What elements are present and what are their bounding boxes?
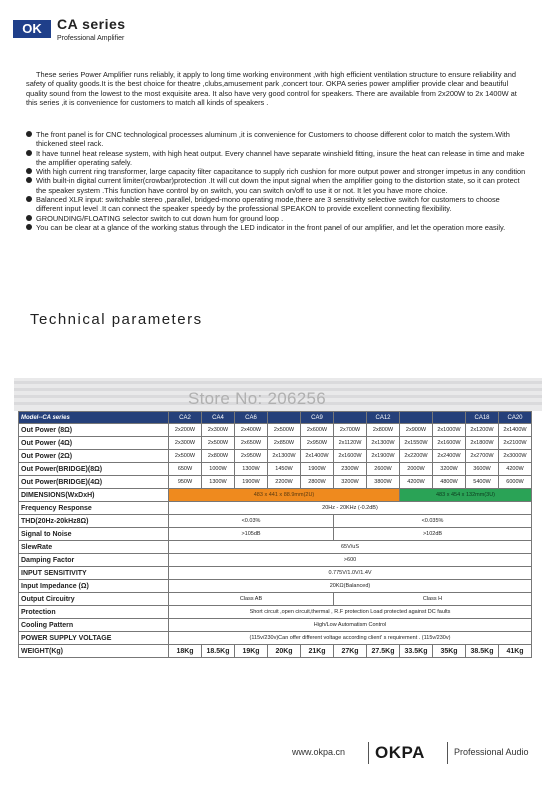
value-cell: 2x200W (169, 424, 202, 437)
value-cell: 2x600W (301, 424, 334, 437)
value-cell: 2x1120W (334, 437, 367, 450)
row-label: Out Power(BRIDGE)(4Ω) (19, 476, 169, 489)
series-subtitle: Professional Amplifier (57, 35, 125, 42)
brand-text: OKPA (375, 743, 425, 762)
value-cell: 2x800W (367, 424, 400, 437)
row-label: Input Impedance (Ω) (19, 580, 169, 593)
value-cell: 2x800W (202, 450, 235, 463)
dimensions-3u-cell: 483 x 454 x 132mm(3U) (400, 489, 532, 502)
value-cell: 6000W (499, 476, 532, 489)
out-power-4-row (19, 437, 532, 450)
value-cell: 4200W (499, 463, 532, 476)
feature-text: With high current ring transformer, large capacity filter capacitance to supply rich cushion for more output power and stronger impetus in any condition (36, 167, 526, 177)
value-cell: 2x500W (268, 424, 301, 437)
value-cell: >600 (169, 554, 532, 567)
feature-item (26, 223, 526, 232)
feature-item (26, 176, 526, 195)
value-cell: 3800W (367, 476, 400, 489)
divider (447, 742, 448, 764)
value-cell: 1900W (235, 476, 268, 489)
value-cell: 3600W (466, 463, 499, 476)
value-cell: 2x1300W (268, 450, 301, 463)
value-cell: 2600W (367, 463, 400, 476)
value-cell: 1300W (202, 476, 235, 489)
value-cell: 4200W (400, 476, 433, 489)
footer (275, 738, 545, 768)
value-cell: 35Kg (433, 645, 466, 658)
feature-text: Balanced XLR input: switchable stereo ,parallel, bridged-mono operating mode,there are 3 sensitivity selective switch for customers to choose different input level .It can connect the speaker speedy by the professional SPEAKON to provide excellent connecting flexibility. (36, 195, 500, 214)
okpa-logo (375, 743, 425, 763)
row-label: Frequency Response (19, 502, 169, 515)
value-cell: 21Kg (301, 645, 334, 658)
row-label: INPUT SENSITIVITY (19, 567, 169, 580)
value-cell: Short circuit ,open circuit,thermal , R.F protection Load protected against DC faults (169, 606, 532, 619)
feature-item (26, 214, 526, 223)
value-cell: 2x950W (301, 437, 334, 450)
value-cell: High/Low Automatism Control (169, 619, 532, 632)
row-label: POWER SUPPLY VOLTAGE (19, 632, 169, 645)
model-cell (268, 412, 301, 424)
row-label: Signal to Noise (19, 528, 169, 541)
value-cell: >102dB (334, 528, 532, 541)
value-cell: <0.03% (169, 515, 334, 528)
row-label: Output Circuitry (19, 593, 169, 606)
value-cell: 18Kg (169, 645, 202, 658)
feature-list (26, 130, 526, 232)
value-cell: 2x2100W (499, 437, 532, 450)
value-cell: 1300W (235, 463, 268, 476)
value-cell: 2x1600W (334, 450, 367, 463)
model-header-row (19, 412, 532, 424)
feature-item (26, 195, 526, 214)
value-cell: 18.5Kg (202, 645, 235, 658)
protection-row (19, 606, 532, 619)
value-cell: Class AB (169, 593, 334, 606)
value-cell: 2x1600W (433, 437, 466, 450)
bullet-icon (26, 131, 32, 137)
value-cell: 3200W (433, 463, 466, 476)
slew-row (19, 541, 532, 554)
value-cell: 2x650W (235, 437, 268, 450)
feature-text: With built-in digital current limiter(crowbar)protection .It will cut down the input signal when the amplifier going to the distortion state, so it can protect the speaker system .This function have control by on switch, you can switch on/off to use it or not. It let you have more choice. (36, 176, 520, 195)
value-cell: 65V/uS (169, 541, 532, 554)
value-cell: 2200W (268, 476, 301, 489)
value-cell: 650W (169, 463, 202, 476)
store-watermark: Store No: 206256 (188, 389, 327, 408)
feature-text: You can be clear at a glance of the working status through the LED indicator in the front panel of our amplifier, and let the operation more easily. (36, 222, 506, 232)
divider (368, 742, 369, 764)
bridge-4-row (19, 476, 532, 489)
website-link[interactable]: www.okpa.cn (292, 747, 346, 757)
series-title: CA series (57, 16, 126, 32)
value-cell: 3200W (334, 476, 367, 489)
value-cell: 20Hz - 20KHz (-0.2dB) (169, 502, 532, 515)
value-cell: 2x400W (235, 424, 268, 437)
row-label: SlewRate (19, 541, 169, 554)
value-cell: 4800W (433, 476, 466, 489)
value-cell: 41Kg (499, 645, 532, 658)
out-power-8-row (19, 424, 532, 437)
value-cell: 2x500W (202, 437, 235, 450)
value-cell: 1000W (202, 463, 235, 476)
row-label: Out Power (2Ω) (19, 450, 169, 463)
row-label: DIMENSIONS(WxDxH) (19, 489, 169, 502)
model-cell: CA4 (202, 412, 235, 424)
sensitivity-row (19, 567, 532, 580)
value-cell: 1450W (268, 463, 301, 476)
value-cell: 2x2200W (400, 450, 433, 463)
value-cell: 2x900W (400, 424, 433, 437)
snr-row (19, 528, 532, 541)
value-cell: >105dB (169, 528, 334, 541)
damping-row (19, 554, 532, 567)
feature-text: GROUNDING/FLOATING selector switch to cut down hum for ground loop . (36, 213, 284, 223)
value-cell: 2000W (400, 463, 433, 476)
impedance-row (19, 580, 532, 593)
model-cell: CA9 (301, 412, 334, 424)
value-cell: 20Kg (268, 645, 301, 658)
row-label: Protection (19, 606, 169, 619)
bullet-icon (26, 224, 32, 230)
value-cell: 2x1300W (367, 437, 400, 450)
row-label: Cooling Pattern (19, 619, 169, 632)
value-cell: 2800W (301, 476, 334, 489)
value-cell: 38.5Kg (466, 645, 499, 658)
value-cell: 33.5Kg (400, 645, 433, 658)
row-label: Out Power (8Ω) (19, 424, 169, 437)
value-cell: 2x1200W (466, 424, 499, 437)
out-power-2-row (19, 450, 532, 463)
value-cell: 2x1550W (400, 437, 433, 450)
value-cell: 2x1000W (433, 424, 466, 437)
model-cell: CA18 (466, 412, 499, 424)
value-cell: 5400W (466, 476, 499, 489)
model-cell (400, 412, 433, 424)
row-label: Damping Factor (19, 554, 169, 567)
value-cell: 2x300W (169, 437, 202, 450)
bullet-icon (26, 168, 32, 174)
value-cell: 27Kg (334, 645, 367, 658)
model-cell: CA20 (499, 412, 532, 424)
thd-row (19, 515, 532, 528)
value-cell: 20KΩ(Balanced) (169, 580, 532, 593)
cooling-row (19, 619, 532, 632)
dimensions-row (19, 489, 532, 502)
value-cell: 2x950W (235, 450, 268, 463)
value-cell: 2x1400W (301, 450, 334, 463)
value-cell: Class H (334, 593, 532, 606)
value-cell: 950W (169, 476, 202, 489)
value-cell: 0.775V/1.0V/1.4V (169, 567, 532, 580)
spec-table (18, 411, 532, 658)
bullet-icon (26, 177, 32, 183)
feature-item (26, 149, 526, 168)
feature-text: It have tunnel heat release system, with high heat output. Every channel have separate winshield fitting, insure the heat can release in time and make the amplifier operating safely. (36, 148, 525, 167)
dimensions-2u-cell: 483 x 441 x 88.9mm(2U) (169, 489, 400, 502)
value-cell: (115v/230v)Can offer different voltage according client' s requirement . (115v/230v) (169, 632, 532, 645)
value-cell: 2x300W (202, 424, 235, 437)
value-cell: 1900W (301, 463, 334, 476)
feature-text: The front panel is for CNC technological processes aluminum ,it is convenience for Customers to choose different color to match the system.With thickened steel rack. (36, 130, 510, 149)
value-cell: 2x1800W (466, 437, 499, 450)
row-label: THD(20Hz-20kHz8Ω) (19, 515, 169, 528)
bullet-icon (26, 215, 32, 221)
circuitry-row (19, 593, 532, 606)
value-cell: 2x700W (334, 424, 367, 437)
value-cell: <0.035% (334, 515, 532, 528)
intro-paragraph: These series Power Amplifier runs reliably, it apply to long time working environment ,with high efficient ventilation structure to ensure reliability and safety of quality goods.It is the best choice for theatre ,clubs,amusement park ,concert tour. OKPA series power amplifier provide clear and beautiful quality sound from the lowest to the most exquisite area. It also have very good control for speakers. There are available from 2x200W to 2x 1400W at this series ,it is convenience for customers to match all kinds of speakers . (26, 70, 517, 107)
value-cell: 2x2700W (466, 450, 499, 463)
model-cell: CA12 (367, 412, 400, 424)
model-cell: CA6 (235, 412, 268, 424)
technical-parameters-heading: Technical parameters (30, 311, 203, 328)
row-label: Out Power(BRIDGE)(8Ω) (19, 463, 169, 476)
weight-row (19, 645, 532, 658)
value-cell: 19Kg (235, 645, 268, 658)
bullet-icon (26, 196, 32, 202)
bridge-8-row (19, 463, 532, 476)
value-cell: 2x500W (169, 450, 202, 463)
value-cell: 2x850W (268, 437, 301, 450)
feature-item (26, 130, 526, 149)
row-label: Out Power (4Ω) (19, 437, 169, 450)
value-cell: 2x3000W (499, 450, 532, 463)
row-label: WEIGHT(Kg) (19, 645, 169, 658)
bullet-icon (26, 150, 32, 156)
voltage-row (19, 632, 532, 645)
model-header-label: Model--CA series (19, 412, 169, 424)
ok-logo: OK (13, 20, 51, 38)
value-cell: 2300W (334, 463, 367, 476)
value-cell: 27.5Kg (367, 645, 400, 658)
frequency-row (19, 502, 532, 515)
feature-item (26, 167, 526, 176)
brand-tagline: Professional Audio (454, 747, 529, 757)
value-cell: 2x1900W (367, 450, 400, 463)
value-cell: 2x2400W (433, 450, 466, 463)
value-cell: 2x1400W (499, 424, 532, 437)
model-cell: CA2 (169, 412, 202, 424)
model-cell (334, 412, 367, 424)
model-cell (433, 412, 466, 424)
